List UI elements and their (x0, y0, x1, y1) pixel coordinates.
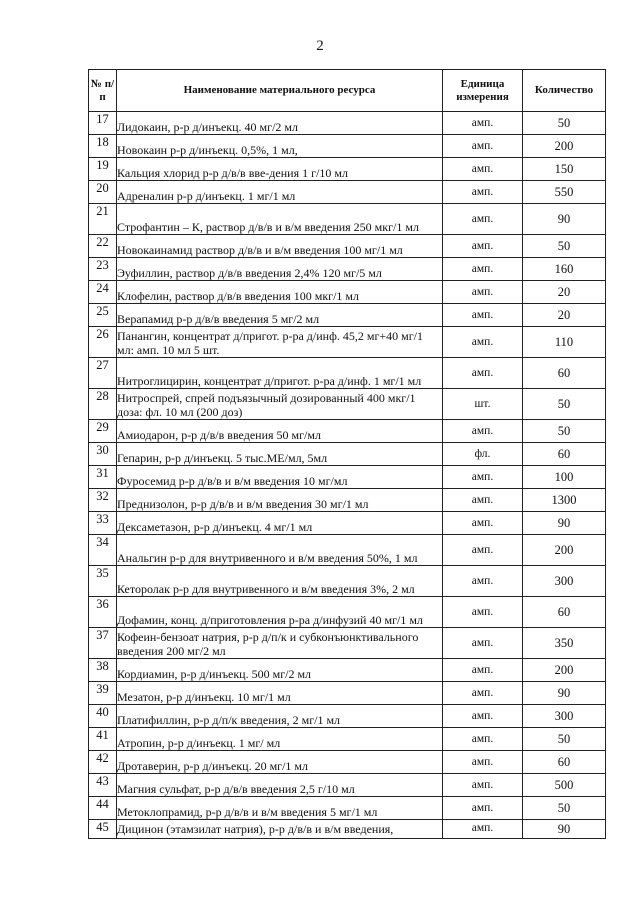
quantity: 200 (523, 135, 606, 158)
row-number: 38 (89, 659, 117, 682)
table-row (89, 682, 606, 705)
row-number: 28 (89, 389, 117, 420)
row-number: 25 (89, 304, 117, 327)
row-number: 37 (89, 628, 117, 659)
row-number: 20 (89, 181, 117, 204)
quantity: 90 (523, 204, 606, 235)
unit-of-measure: амп. (443, 512, 523, 535)
unit-of-measure: амп. (443, 566, 523, 597)
resource-name: Гепарин, р-р д/инъекц. 5 тыс.МЕ/мл, 5мл (117, 443, 443, 466)
table-row (89, 466, 606, 489)
table-row (89, 112, 606, 135)
table-row (89, 820, 606, 839)
table-row (89, 797, 606, 820)
table-row (89, 535, 606, 566)
row-number: 44 (89, 797, 117, 820)
unit-of-measure: амп. (443, 597, 523, 628)
unit-of-measure: амп. (443, 489, 523, 512)
resource-name: Амиодарон, р-р д/в/в введения 50 мг/мл (117, 420, 443, 443)
quantity: 1300 (523, 489, 606, 512)
resource-name: Кеторолак р-р для внутривенного и в/м введения 3%, 2 мл (117, 566, 443, 597)
resource-name: Адреналин р-р д/инъекц. 1 мг/1 мл (117, 181, 443, 204)
table-row (89, 751, 606, 774)
row-number: 22 (89, 235, 117, 258)
resource-name: Панангин, концентрат д/пригот. р-ра д/инф. 45,2 мг+40 мг/1 мл: амп. 10 мл 5 шт. (117, 327, 443, 358)
table-row (89, 158, 606, 181)
table-row (89, 304, 606, 327)
quantity: 300 (523, 566, 606, 597)
unit-of-measure: амп. (443, 774, 523, 797)
resource-name: Клофелин, раствор д/в/в введения 100 мкг/1 мл (117, 281, 443, 304)
row-number: 36 (89, 597, 117, 628)
row-number: 24 (89, 281, 117, 304)
quantity: 60 (523, 443, 606, 466)
unit-of-measure: амп. (443, 112, 523, 135)
table-row (89, 258, 606, 281)
header-num: № п/п (89, 70, 117, 112)
row-number: 40 (89, 705, 117, 728)
resource-name: Фуросемид р-р д/в/в и в/м введения 10 мг/мл (117, 466, 443, 489)
quantity: 90 (523, 820, 606, 839)
quantity: 90 (523, 682, 606, 705)
quantity: 550 (523, 181, 606, 204)
resource-name: Новокаинамид раствор д/в/в и в/м введения 100 мг/1 мл (117, 235, 443, 258)
row-number: 17 (89, 112, 117, 135)
resource-name: Кордиамин, р-р д/инъекц. 500 мг/2 мл (117, 659, 443, 682)
unit-of-measure: амп. (443, 820, 523, 839)
resource-name: Дротаверин, р-р д/инъекц. 20 мг/1 мл (117, 751, 443, 774)
unit-of-measure: амп. (443, 659, 523, 682)
table-row (89, 566, 606, 597)
row-number: 19 (89, 158, 117, 181)
unit-of-measure: амп. (443, 158, 523, 181)
resource-name: Магния сульфат, р-р д/в/в введения 2,5 г/10 мл (117, 774, 443, 797)
unit-of-measure: амп. (443, 682, 523, 705)
unit-of-measure: амп. (443, 281, 523, 304)
resource-name: Эуфиллин, раствор д/в/в введения 2,4% 120 мг/5 мл (117, 258, 443, 281)
unit-of-measure: амп. (443, 358, 523, 389)
resource-name: Анальгин р-р для внутривенного и в/м введения 50%, 1 мл (117, 535, 443, 566)
table-row (89, 659, 606, 682)
resource-name: Дицинон (этамзилат натрия), р-р д/в/в и в/м введения, (117, 820, 443, 839)
table-row (89, 327, 606, 358)
quantity: 90 (523, 512, 606, 535)
quantity: 20 (523, 281, 606, 304)
unit-of-measure: амп. (443, 705, 523, 728)
quantity: 350 (523, 628, 606, 659)
table-row (89, 204, 606, 235)
unit-of-measure: амп. (443, 466, 523, 489)
row-number: 39 (89, 682, 117, 705)
header-qty: Количество (523, 70, 606, 112)
unit-of-measure: амп. (443, 751, 523, 774)
resource-name: Преднизолон, р-р д/в/в и в/м введения 30 мг/1 мл (117, 489, 443, 512)
resource-name: Лидокаин, р-р д/инъекц. 40 мг/2 мл (117, 112, 443, 135)
quantity: 50 (523, 112, 606, 135)
row-number: 41 (89, 728, 117, 751)
quantity: 50 (523, 728, 606, 751)
page-number: 2 (316, 38, 324, 54)
row-number: 21 (89, 204, 117, 235)
unit-of-measure: амп. (443, 135, 523, 158)
unit-of-measure: фл. (443, 443, 523, 466)
quantity: 50 (523, 235, 606, 258)
quantity: 200 (523, 659, 606, 682)
quantity: 60 (523, 358, 606, 389)
resource-name: Верапамид р-р д/в/в введения 5 мг/2 мл (117, 304, 443, 327)
unit-of-measure: амп. (443, 628, 523, 659)
quantity: 60 (523, 751, 606, 774)
quantity: 150 (523, 158, 606, 181)
unit-of-measure: амп. (443, 235, 523, 258)
unit-of-measure: шт. (443, 389, 523, 420)
resource-name: Мезатон, р-р д/инъекц. 10 мг/1 мл (117, 682, 443, 705)
quantity: 60 (523, 597, 606, 628)
row-number: 33 (89, 512, 117, 535)
table-row (89, 628, 606, 659)
table-row (89, 181, 606, 204)
row-number: 34 (89, 535, 117, 566)
resource-name: Кальция хлорид р-р д/в/в вве-дения 1 г/10 мл (117, 158, 443, 181)
unit-of-measure: амп. (443, 797, 523, 820)
table-row (89, 281, 606, 304)
quantity: 50 (523, 420, 606, 443)
unit-of-measure: амп. (443, 304, 523, 327)
unit-of-measure: амп. (443, 535, 523, 566)
unit-of-measure: амп. (443, 181, 523, 204)
row-number: 18 (89, 135, 117, 158)
resource-name: Нитроспрей, спрей подъязычный дозированный 400 мкг/1 доза: фл. 10 мл (200 доз) (117, 389, 443, 420)
table-header-row (89, 70, 606, 112)
quantity: 100 (523, 466, 606, 489)
unit-of-measure: амп. (443, 327, 523, 358)
quantity: 300 (523, 705, 606, 728)
table-row (89, 420, 606, 443)
quantity: 160 (523, 258, 606, 281)
table-row (89, 597, 606, 628)
quantity: 50 (523, 389, 606, 420)
resource-name: Дофамин, конц. д/приготовления р-ра д/инфузий 40 мг/1 мл (117, 597, 443, 628)
resource-name: Строфантин – К, раствор д/в/в и в/м введения 250 мкг/1 мл (117, 204, 443, 235)
resource-name: Платифиллин, р-р д/п/к введения, 2 мг/1 мл (117, 705, 443, 728)
row-number: 45 (89, 820, 117, 839)
resource-name: Новокаин р-р д/инъекц. 0,5%, 1 мл, (117, 135, 443, 158)
unit-of-measure: амп. (443, 420, 523, 443)
row-number: 31 (89, 466, 117, 489)
row-number: 43 (89, 774, 117, 797)
resource-name: Нитроглицирин, концентрат д/пригот. р-ра д/инф. 1 мг/1 мл (117, 358, 443, 389)
table-row (89, 489, 606, 512)
resource-name: Дексаметазон, р-р д/инъекц. 4 мг/1 мл (117, 512, 443, 535)
unit-of-measure: амп. (443, 204, 523, 235)
table-row (89, 728, 606, 751)
table-row (89, 135, 606, 158)
quantity: 50 (523, 797, 606, 820)
quantity: 200 (523, 535, 606, 566)
table-row (89, 235, 606, 258)
table-row (89, 512, 606, 535)
resource-name: Атропин, р-р д/инъекц. 1 мг/ мл (117, 728, 443, 751)
table-row (89, 705, 606, 728)
table-row (89, 443, 606, 466)
row-number: 32 (89, 489, 117, 512)
header-name: Наименование материального ресурса (117, 70, 443, 112)
row-number: 42 (89, 751, 117, 774)
row-number: 30 (89, 443, 117, 466)
table-row (89, 774, 606, 797)
row-number: 23 (89, 258, 117, 281)
row-number: 35 (89, 566, 117, 597)
row-number: 27 (89, 358, 117, 389)
resources-table (88, 69, 606, 839)
table-row (89, 389, 606, 420)
resource-name: Кофеин-бензоат натрия, р-р д/п/к и субконъюнктивального введения 200 мг/2 мл (117, 628, 443, 659)
quantity: 500 (523, 774, 606, 797)
header-unit: Единица измерения (443, 70, 523, 112)
quantity: 110 (523, 327, 606, 358)
table-row (89, 358, 606, 389)
row-number: 29 (89, 420, 117, 443)
unit-of-measure: амп. (443, 728, 523, 751)
row-number: 26 (89, 327, 117, 358)
resource-name: Метоклопрамид, р-р д/в/в и в/м введения 5 мг/1 мл (117, 797, 443, 820)
unit-of-measure: амп. (443, 258, 523, 281)
quantity: 20 (523, 304, 606, 327)
